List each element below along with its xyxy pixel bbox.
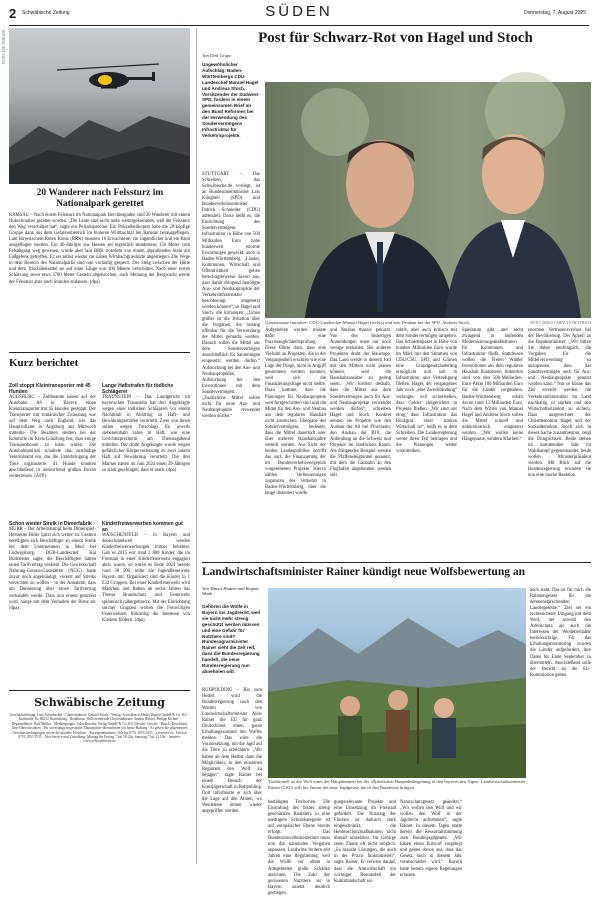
brief-headline: Zoll stoppt Kleintransporter mit 45 Hunden [9,383,91,395]
kurz-berichtet-title: Kurz berichtet [9,357,79,369]
article-column: bestätigten Territorien. Die Einstufung des bisher streng geschützten Raubtiers in eine niedrigere Schutzkategorie ist auf europäischer Ebene bereits erfolgt. Das Bundesumweltministerium muss nun die nationalen Vorgaben anpassen. Landwirte fordern seit Jahren eine Regulierung, weil die Wölfe vor allem in Almgebieten große Schäden anrichten. Die Zahl der gerissenen Nutztiere ist in Bayern zuletzt deutlich gestiegen. [268,800,330,896]
article-column: und Neubau massiv gekürzt. Von den bisherigen Anmeldungen seien nur noch wenige enthalten. Bei anderen Projekten droht der Baustopp. Das Land werde in diesem Fall mit den Mitteln nicht planen können, weil die Haushaltsansätze zu gering seien. „Wir fordern deshalb, dass die Mittel aus dem Sondervermögen auch für Aus- und Neubauprojekte verwendet werden dürfen“, schreiben Hagel und Stoch. Konkret nennen sie Projekte wie den Ausbau der A8 bei Pforzheim, den Ausbau der B10, die Anbindung an die Schweiz und Projekte im ländlichen Raum. Als dringendes Beispiel werden die Pfaffensteigtunnel genannt, mit dem die Gäubahn an den Flughafen angebunden werden soll. [330,328,391,479]
article-column: Naturschutzgesetz geändert.“ „Wir wollen den Wolf und wir wollen den Wolf in der Jagdrecht aufnehmen“, sagte Rainer. In diesem Tagen starte bereits die Ressortabstimmung zum Bundesjagdgesetz. „Wir haben einen Entwurf vorgelegt und gehen davon aus, dass das Gesetz noch in diesem Jahr verabschiedet wird.“ Bayern hatte bereits eigene Regelungen erlassen. [400,800,462,878]
story-rule [202,562,591,563]
brief-column-1 [9,383,96,683]
politicians-photo [265,82,591,318]
imprint-text: Geschäftsführung: Lutz Schumacher · Chefredaktion: Gabriel Kords · Verlag: Schwäbisch Media Digital GmbH & Co. KG · Karlstraße 16, 88212 Ravensburg · Redaktion: Stellvertretende Chefredakteure: Jasmin Bühler, Philipp Richter · Regionalleiter: Ralf Müller · Mediengruppe: Schwäbischer Verlag GmbH & Co. KG Drexler, Gessler · Druck: Druckhaus Ulm-Oberschwaben · Für unverlangt eingesandte Manuskripte übernehmen wir keine Haftung · Es gelten die allgemeinen Geschäftsbedingungen sowie die aktuelle Preisliste · Anzeigenannahme: Telefon 0751 2955 5555 · Leserservice: Telefon 0751 2955 5555 · Abo-Service und Zustellung: Montag bis Freitag 7 bis 18 Uhr, Samstag 7 bis 12 Uhr · Internet: www.schwaebische.de [9,713,190,744]
brief-headline: Lange Haftstrafen für tödliche Schlägerei [102,383,174,395]
alps-photo [268,588,526,778]
photo-caption: Gemeinsame Initiative: CDU-Landeschef Manuel Hagel (rechts) und sein Pendant bei der SPD, Andreas Stoch. [265,320,471,325]
header-rule [9,25,589,26]
imprint-masthead: Schwäbische Zeitung [34,696,165,709]
article-column: Aufgehoben werden müsste dafür eine Praxistauglichkeitsprüfung. Diese führte dazu, dass eine Vielzahl an Projekten, die in der Vergangenheit erschien wie eine Lage der Dinge, nicht in Angriff genommen werden konnten, weil sich die Finanzierungsfrage nicht stellte. Dazu komme, dass die Planungen für Neubauprojekte weit fortgeschritten sind und die Mittel für den Aus- und Neubau aus dem regulären Haushalt nicht ausreichen. Übergabe des Sondervermögens bedeutet, dass die Mittel dauerhaft oder über mehrere Haushaltsjahre verteilt werden. Aus Sicht der beiden Landespolitiker betrifft das auch die Finanzierung der im Bundesverkehrswegeplan vorgesehenen Projekte. Hierzu zählen Verbesserungen zugunsten des Verkehrs in Baden-Württemberg, über die lange diskutiert wurde. [265,328,326,497]
brief-column-2 [102,383,190,683]
second-headline: Landwirtschaftsminister Rainer kündigt neue Wolfsbewertung an [202,566,525,578]
article-column: STUTTGART – Das Schreiben, das Schwäbische.de vorliegt, ist an Bundesinnenminister Lars Klingbeil (SPD) und Bundesverkehrsminister Patrick Schnieder (CDU) adressiert. Darin heißt es, die Einrichtung des Sondervermögens Infrastruktur in Höhe von 500 Milliarden Euro habe bundesweit enorme Erwartungen geweckt, auch in Baden-Württemberg. „Länder, Kommunen, Wirtschaft und Öffentlichkeit gehen berechtigterweise davon aus, dass damit dringend benötigte Aus- und Neubauprojekte der Verkehrsinfrastruktur beschleunigt umgesetzt werden können“, so Hagel und Stoch, die kritisieren: „Umso größer ist die Irritation über die Vorgaben, die bislang offenbar für die Verwendung der Mittel gemacht werden. Danach sollen die Mittel aus dem Sondervermögen ausschließlich für Sanierungen eingesetzt werden dürfen.“ Aufstockung bei den Aus- und Neubauprojekten, Aufstockung bei den Investitionen mit dem Sondervermögen: „Zusätzliche Mittel sollen nicht für neue Aus- und Neubauprojekte verwendet werden dürfen.“ [202,172,260,419]
photo-credit: FOTO: DIE JUNGEN [2,30,6,64]
brief-body: MURR – Der Arbeitskampf beim Dimerspiel-Hersteller Birne spitzt sich weiter zu. Gestern beteiligten sich Beschäftigte an einem Streik bei dem Unternehmen in Murr bei Ludwigsburg. DGB-Landeschef Kai Burmeister sagte, die Beschäftigten hätten einen Tarifvertrag verdient. Die Gewerkschaft Nahrung-Genuss-Gaststätten (NGG) hatte zuvor noch angekündigt, vorerst auf Streiks verzichten zu wollen – in der Annahme, dass am Donnerstag über einen Tarifvertrag verhandelt werde. Dass nun erneut gestreikt wird, hänge mit dem Verhalten der Birne ab. (dpa) [9,527,96,611]
section-title: SÜDEN [265,3,333,20]
brief-body: AUGSBURG – Zollbeamte haben auf der Autobahn A8 in Bayern einen Kleintransporter mit 45 Hunden gestoppt. Der Transporter mit rumänischer Zulassung war auf dem Weg nach England, wie das Hauptzollamt in Augsburg am Mittwoch mitteilte. Die Beamten stellten bei der Kontrolle im Kreis Günzburg fest, dass einige Transportboxen zu klein waren. Die Autobahnpolizei schaltete das zuständige Veterinäramt ein, das die Unterbringung der Tiere organisierte. 41 Hunde konnten anschließend in ausreichend großen Boxen weiterreisen. (AFP) [9,395,96,479]
issue-date: Donnerstag, 7. August 2025 [524,10,586,16]
paper-name: Schwäbische Zeitung [22,10,70,16]
photo-caption: Traditionell ist der Wolf eines der Hauptthemen bei der alljährlichen Hauptalmbegehung in den bayerischen Alpen. Landwirtschaftsminister Rainer (CSU) will bis Januar das neue Jagdgesetz durch den Bundesrat bringen. [268,779,526,790]
column-divider [196,28,197,864]
brief-body: TRAUNSTEIN – Das Landgericht im bayerischen Traunstein hat drei Angeklagte wegen einer tödlichen Schlägerei vor einem Nachtklub in Altötting zu Haft- und Bewährungsstrafen verurteilt. Zwei von ihnen sollen wegen Totschlags für jeweils siebeneinhalb Jahre in Haft, wie eine Gerichtssprecherin am Dienstagabend mitteilte. Der dritte Angeklagte wurde wegen gefährlicher Körperverletzung zu zwei Jahren Haft auf Bewährung verurteilt. Die drei Männer hatten im Juni 2024 einen 39-Jährigen so stark geschlagen, dass er starb. (dpa) [102,395,190,473]
brief-body: WAISCHENFELD – In Bayern und deutschlandweit werden Kinderfreiwerwerbungen immer beliebter. Gab es 2015 erst rund 2 800 Kinder, die im Freistaat in einer Kinderfeuerwehr engagiert aktiv waren, so waren es Ende 2024 bereits rund 30 500, teilte die Jugendfeuerwehr Bayern mit. Organisiert sind die Kinder in 1 633 Gruppen. Bei einer Kinderfeuerwehr wird Mädchen und Buben ab sechs Jahren das Thema Brandschutz und Feuerwehr spielerisch nähergebracht. Mit der Einrichtung solcher Gruppen wollen die Freiwilligen Feuerwehren frühzeitig die Interesse von Kindern fördern. (dpa) [102,533,190,623]
article-lead: Ungewöhnlicher Aufschlag: Baden-Württembergs CDU-Landeschef Manuel Hagel und Andreas Stoch, Vorsitzender der Südwest-SPD, fordern in einem gemeinsamen Brief an den Bund Reformes bei der Verwendung des Sondervermögens Infrastruktur für Verkehrsprojekte. [202,62,260,138]
article-column: Spielraum gibt und nicht zwingend in laufenden Modernisierungsmaßnahmen für Kommunen und Infrastruktur fließt. Stattdessen wollen die Freien Wähler Investitionen aus dem regulären Haushalt finanzieren. Immerhin sind von den 500-Milliarden-Euro-Paket 100 Milliarden Euro für die Länder vorgesehen. Baden-Württemberg erhält davon rund 13 Milliarden Euro. Nach dem Willen von Manuel Hagel und Andreas Stoch sollen die Mittel schnell und unbürokratisch eingesetzt werden. „Wir wollen keine Hängepartie, sondern Klarheit.“ [462,328,523,442]
article-column: gungsrelevante Projekte und eine Umsetzung im Freistaat gefordert. Die Nutzung der Flächen ist dadurch stark eingeschränkt, die Herdenschutzmaßnahmen nicht überall umsetzbar. Im Gebirge seien Zäune oft nicht möglich. „Es braucht Lösungen, die auch in der Praxis funktionieren“, sagte Rainer. Er verwies darauf, dass die Almwirtschaft ein wichtiger Bestandteil der Kulturlandschaft sei. [334,800,396,884]
page-number: 2 [9,6,17,21]
imprint-rule [9,690,190,691]
byline: Von Dirk Grupe [202,53,232,58]
article-column: enormen Vertrauensverlust bei der Bevölkerung. Der Appell an die Bundesminister: „Wir bitten Sie daher eindringlich, die Vorgaben für die Mittelverwendung so anzupassen, dass das Sondervermögen auch für Aus- und Neubauprojekte genutzt werden kann.“ Nur so könne das Ziel erreicht werden, die Verkehrsinfrastruktur im Land nachhaltig zu stärken und den Wirtschaftsstandort zu sichern. Dass ausgerechnet der Christdemokrat Hagel und der Sozialdemokrat Stoch sich in dieser Sache zusammentun, zeigt die Dringlichkeit. Beide stehen im kommenden Jahr im Wahlkampf gegeneinander, beide wollen Ministerpräsident werden. Mit Blick auf die Bundesregierung erwarten sie nun eine rasche Reaktion. [528,328,591,479]
article-lead: Gehören die Wölfe in Bayern ins Jagdrecht, weil sie nicht mehr streng geschützt werden müssen und eine Gefahr für Nutztiere sind? Bundesagrarminister Rainer sieht die Zeit reif, dass die Bundesregierung handelt, die neue Bundesregierung nun abnehmen will. [202,604,260,674]
section-rule [9,352,190,353]
article-column: RUHPOLDING – Bis zum Herbst wird die Bundesregierung nach den Worten von Landwirtschaftsminister Alois Rainer die EU für ganz Deutschland einen guten Erhaltungszustand des Wolfes melden. Das wäre die Voraussetzung, um die Jagd auf die Tiere zu erleichtern. „Wir haben ab dem Herbst dann die Möglichkeit, in den einzelnen Regionen den Wolf zu bejagen“, sagte Rainer bei einem Besuch der Kreisjägerschaft in Ruhpolding. Dort informierte er sich über die Lage auf den Almen, wo Weidetiere immer wieder angegriffen werden. [202,688,263,814]
helicopter-photo [9,28,190,184]
article-column: auch steht. Das ist für mich die Rahmengesetz für die demnenstprechenden Ländergesetze.“ Ziel sei ein rechtssicherer Umgang mit dem Wolf, der sowohl den Artenschutz als auch die Interessen der Weidetierhalter berücksichtige. Für das Erhaltungsmonitoring wurden die Länder aufgefordert, ihre Daten bis Ende September zu übermitteln. Anschließend solle der Bericht an die EU-Kommission gehen. [530,588,591,678]
brief-headline: Schon wieder Streik in Dimerfabrik [9,521,92,527]
photo-credit: FOTO: IMAGO/ARNULF HETTRICH [530,321,591,325]
byline: Von Marco Hadem und Regina Wank [202,586,259,596]
headline: 20 Wanderer nach Felssturz im Nationalpark gerettet [36,188,164,209]
main-headline: Post für Schwarz-Rot von Hagel und Stoch [258,30,533,46]
article-column: ruktiv, aber auch kritisch mit dem Sondervermögen umgehen. Das Schuldenpaket in Höhe von hundert Milliarden Euro wurde im März mit den Stimmen von CDU/CSU, SPD und Grünen eine Grundgesetzänderung ermöglicht und soll in Infrastruktur und Verteidigung fließen. Hagel, der vergangenes Jahr noch „eine Zweckbindung“ verlangte, will sicherstellen, dass Gelder zielgerichtet in Projekte fließen. „Wir sind uns einig, dass Infrastruktur das Rückgrat einer starken Wirtschaft ist“, heißt es in dem Schreiben. Die Landesregierung werde ihren Teil beitragen und die Planungen weiter vorantreiben. [396,328,457,454]
article-body: RAMSAU – Nach einem Felssturz im Nationalpark Berchtesgaden sind 20 Wanderer mit einem Hubschrauber gerettet worden. „Die Leute sind nicht mehr weitergekommen, weil der Felssturz den Weg verschüttet hat“, sagte ein Polizeisprecher. Ein Polizeihelikopter habe die 20-köpfige Gruppe dann aus dem Gefahrenbereich im hinteren Wimbachtal bei Ramsau herausgeflogen. Laut Bayerischem Roten Kreuz (BRK) mussten 18 Erwachsene, ein Jugendlicher und ein Kind ausgeflogen werden. Ein 46-Jähriger aus Hessen sei eigentlich mindestens 150 Meter vom Felsabgang weg gewesen, wurde aber laut BRK trotzdem von einem abprallenden Stein am Fußgelenk getroffen. Er sei selbst wieder zur nahen Wimbachgrieshütte abgestiegen. Die Wege in dem Bereich des Nationalparks sind nun vorläufig gesperrt. Der Steig zwischen der Hütte und dem Trischübelsattel sei auf einer Länge von 100 Metern verschüttet. Nach einer ersten Schätzung seien etwa 3700 Meter Gestein abgebrochen, nach Meinung der Bergwacht werde der Felssturz aber noch Stunden andauern. (dpa) [9,213,190,285]
brief-headline: Kinderfreiwerwerben kommen gut an [102,521,183,533]
